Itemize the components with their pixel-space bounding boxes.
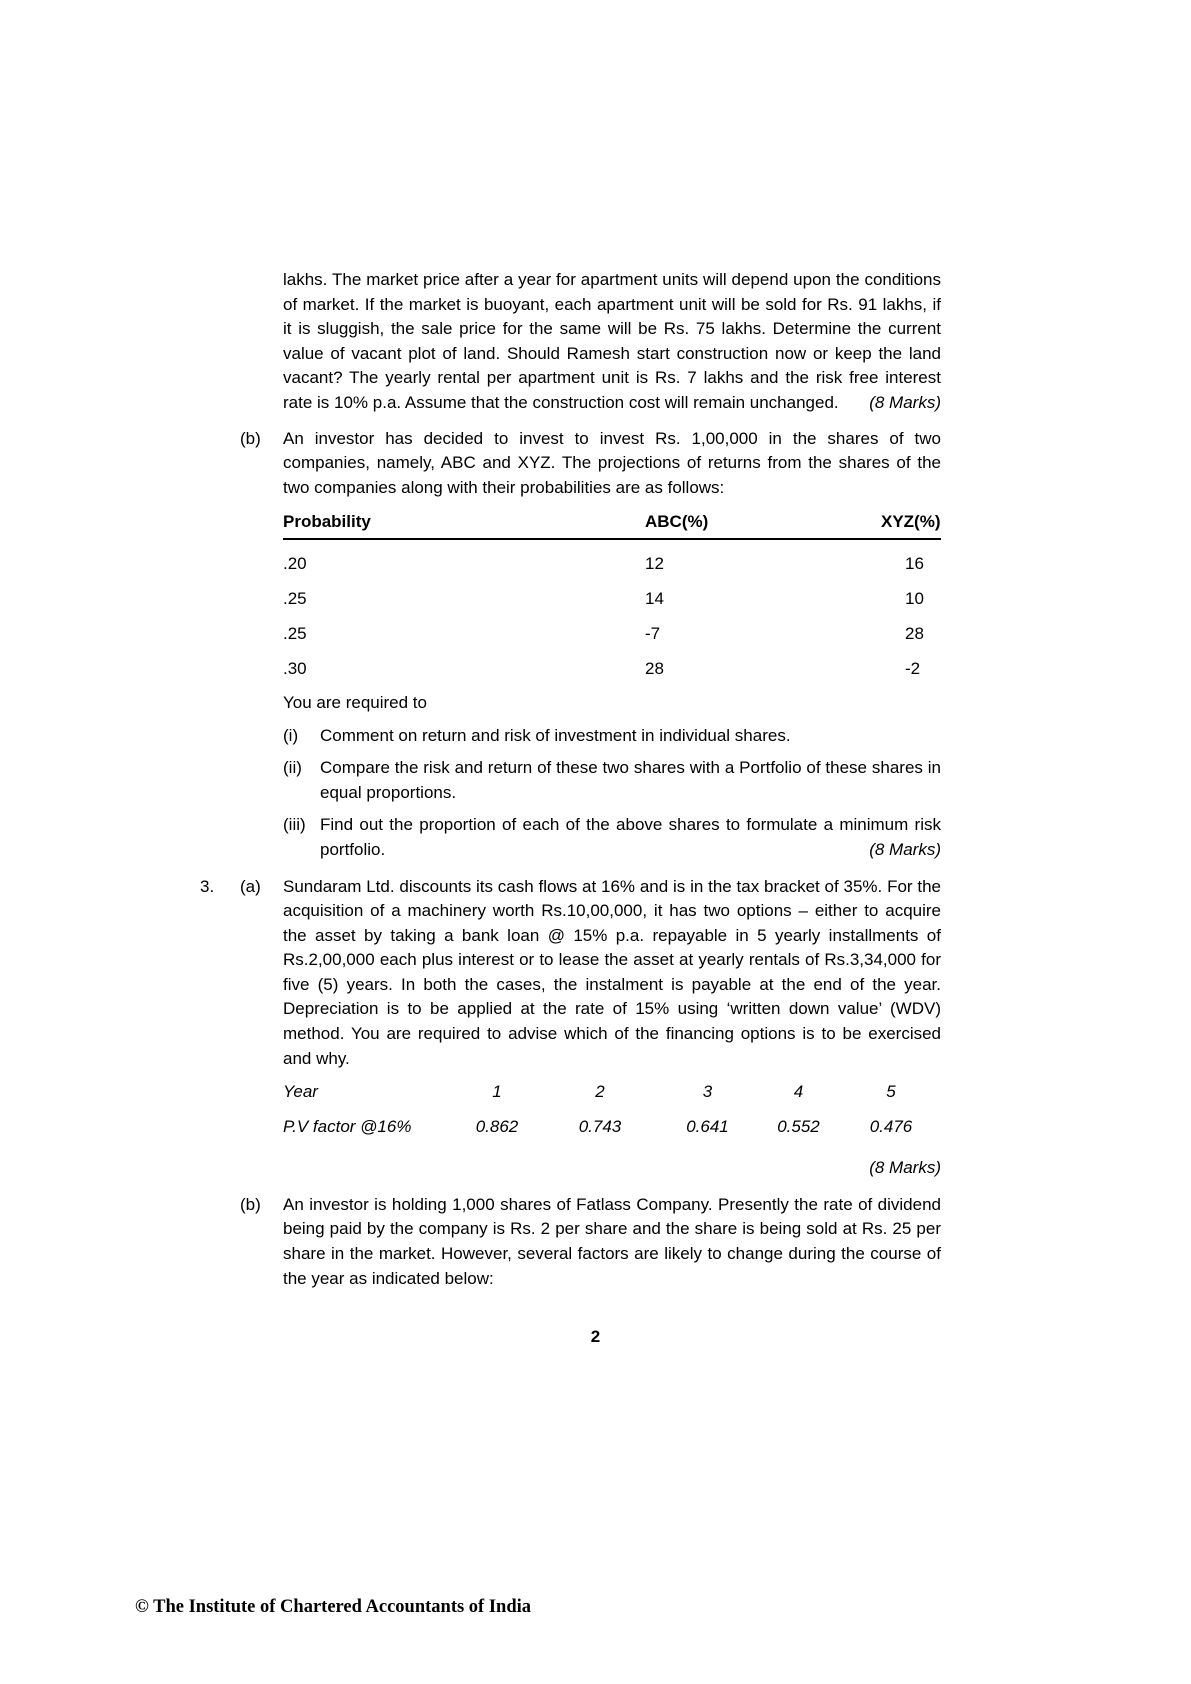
cell-probability: .25 xyxy=(283,588,307,608)
pv-year-value: 4 xyxy=(793,1082,804,1102)
list-item-ii xyxy=(283,756,941,805)
cell-xyz: 10 xyxy=(905,588,924,608)
pv-row-label: Year xyxy=(283,1082,318,1102)
q3b-section xyxy=(200,1193,941,1291)
cell-probability: .20 xyxy=(283,553,307,573)
pv-factor-value: 0.476 xyxy=(869,1117,913,1137)
pv-year-row xyxy=(283,1080,941,1115)
pv-year-value: 1 xyxy=(492,1082,502,1102)
q3-number: 3. xyxy=(200,876,215,896)
cell-xyz: 28 xyxy=(905,623,924,643)
required-intro: You are required to xyxy=(283,692,427,712)
list-item-i xyxy=(283,724,941,749)
table-row xyxy=(283,575,941,610)
cell-abc: 12 xyxy=(645,553,664,573)
cell-abc: 28 xyxy=(645,658,664,678)
list-item-iii xyxy=(283,813,941,862)
cell-xyz: -2 xyxy=(905,658,921,678)
q3a-section xyxy=(200,875,941,1193)
item-text: Compare the risk and return of these two shares with a Portfolio of these shares in equal proportions. xyxy=(320,758,941,802)
cell-abc: -7 xyxy=(645,623,661,643)
pv-row-label: P.V factor @16% xyxy=(283,1117,412,1137)
item-label: (i) xyxy=(283,725,299,745)
pv-factor-table xyxy=(283,1080,941,1150)
cell-probability: .30 xyxy=(283,658,307,678)
probability-table-header xyxy=(283,510,941,540)
cell-abc: 14 xyxy=(645,588,664,608)
q2a-paragraph: lakhs. The market price after a year for apartment units will depend upon the conditions of market. If the market is buoyant, each apartment unit will be sold for Rs. 91 lakhs, if it is sluggish, the sale price for the same will be Rs. 75 lakhs. Determine the current value of vacant plot of land. Should Ramesh start construction now or keep the land vacant? The yearly rental per apartment unit is Rs. 7 lakhs and the risk free interest rate is 10% p.a. Assume that the construction cost will remain unchanged. xyxy=(283,270,941,412)
q3a-marks: (8 Marks) xyxy=(869,1158,941,1178)
item-text: Find out the proportion of each of the above shares to formulate a minimum risk portfolio. xyxy=(320,815,941,859)
cell-probability: .25 xyxy=(283,623,307,643)
q2b-marks: (8 Marks) xyxy=(869,838,941,863)
table-row xyxy=(283,610,941,645)
col-header-probability: Probability xyxy=(283,512,371,532)
pv-factor-value: 0.862 xyxy=(475,1117,519,1137)
pv-year-value: 5 xyxy=(886,1082,896,1102)
item-label: (ii) xyxy=(283,758,302,778)
page-number: 2 xyxy=(590,1327,601,1346)
pv-year-value: 3 xyxy=(702,1082,713,1102)
pv-year-value: 2 xyxy=(595,1082,605,1102)
col-header-abc: ABC(%) xyxy=(645,512,709,532)
pv-factor-value: 0.552 xyxy=(777,1117,820,1137)
table-row xyxy=(283,540,941,575)
table-row xyxy=(283,645,941,680)
pv-factor-row xyxy=(283,1115,941,1150)
probability-table xyxy=(283,510,941,680)
q2b-section xyxy=(200,427,941,875)
pv-factor-value: 0.743 xyxy=(578,1117,622,1137)
item-label: (iii) xyxy=(283,815,306,835)
q2a-continuation xyxy=(200,268,941,416)
cell-xyz: 16 xyxy=(905,553,924,573)
q3b-paragraph: An investor is holding 1,000 shares of Fatlass Company. Presently the rate of dividend being paid by the company is Rs. 2 per share and the share is being sold at Rs. 25 per share in the market. However, several factors are likely to change during the course of the year as indicated below: xyxy=(283,1194,941,1288)
q2b-label: (b) xyxy=(240,428,261,448)
copyright-footer: © The Institute of Chartered Accountants of India xyxy=(135,1597,532,1617)
q3a-label: (a) xyxy=(240,876,261,896)
q2b-paragraph: An investor has decided to invest to invest Rs. 1,00,000 in the shares of two companies, namely, ABC and XYZ. The projections of returns from the shares of the two companies along with their probabilities are as follows: xyxy=(283,428,941,497)
item-text: Comment on return and risk of investment in individual shares. xyxy=(320,725,791,745)
col-header-xyz: XYZ(%) xyxy=(881,512,941,532)
pv-factor-value: 0.641 xyxy=(686,1117,729,1137)
q3a-paragraph: Sundaram Ltd. discounts its cash flows at 16% and is in the tax bracket of 35%. For the acquisition of a machinery worth Rs.10,00,000, it has two options – either to acquire the asset by taking a bank loan @ 15% p.a. repayable in 5 yearly installments of Rs.2,00,000 each plus interest or to lease the asset at yearly rentals of Rs.3,34,000 for five (5) years. In both the cases, the instalment is payable at the end of the year. Depreciation is to be applied at the rate of 15% using ‘written down value’ (WDV) method. You are required to advise which of the financing options is to be exercised and why. xyxy=(283,876,941,1068)
page-content xyxy=(200,268,941,1291)
q2a-marks: (8 Marks) xyxy=(869,391,941,416)
q3b-label: (b) xyxy=(240,1194,261,1214)
